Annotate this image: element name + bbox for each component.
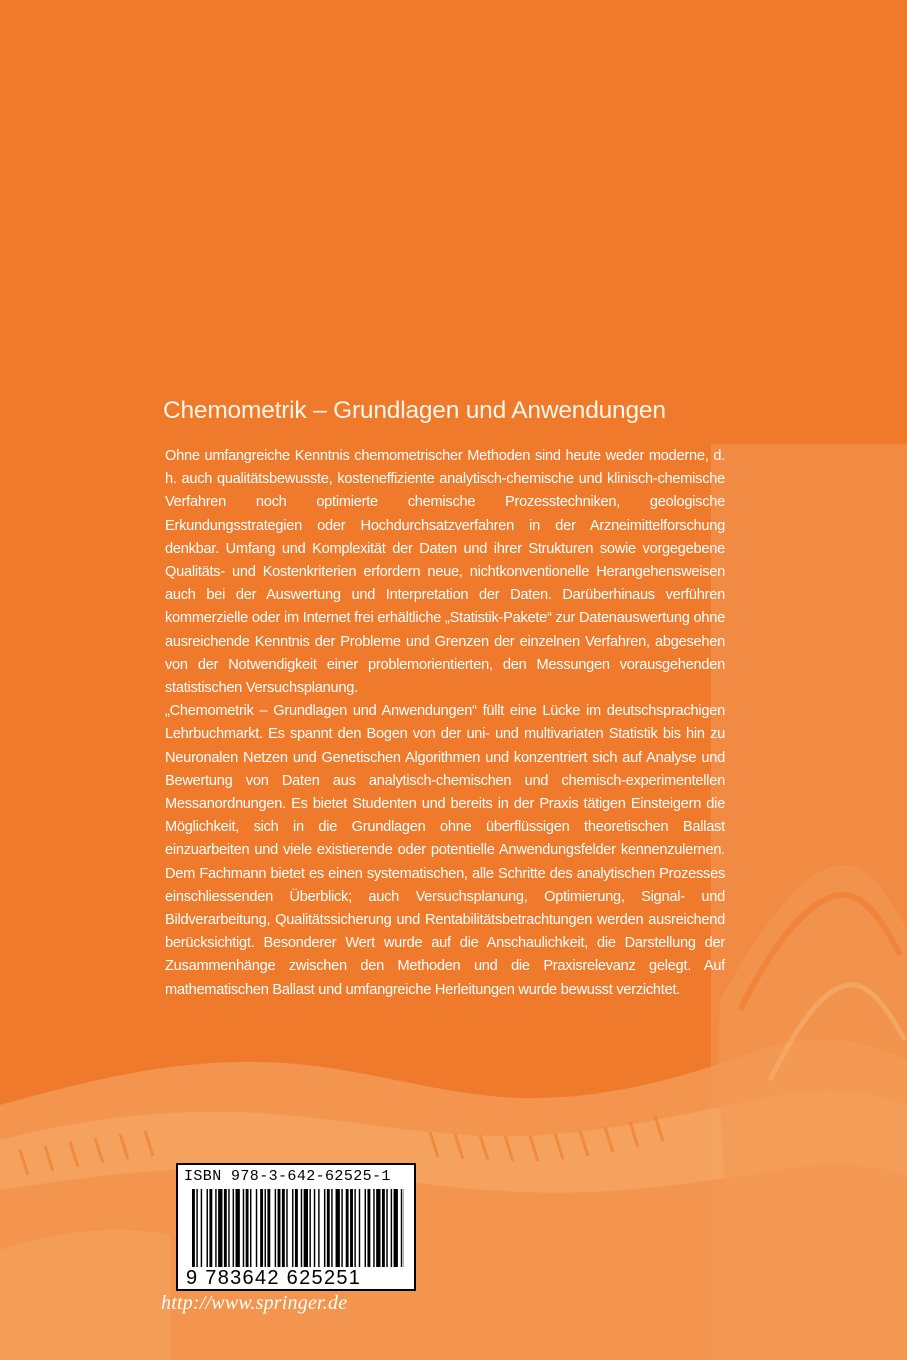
barcode-bar bbox=[359, 1189, 360, 1271]
barcode-bar bbox=[309, 1189, 310, 1271]
barcode-bar bbox=[292, 1189, 293, 1271]
barcode-bar bbox=[382, 1189, 385, 1271]
barcode-bar bbox=[207, 1189, 208, 1271]
barcode-bar bbox=[304, 1189, 308, 1271]
barcode-bar bbox=[301, 1189, 302, 1271]
barcode-bar bbox=[318, 1189, 319, 1271]
barcode-bar bbox=[201, 1189, 202, 1271]
barcode-bar bbox=[386, 1189, 387, 1271]
barcode-bar bbox=[233, 1189, 234, 1271]
barcode-bar bbox=[295, 1189, 298, 1271]
barcode-bar bbox=[265, 1189, 266, 1271]
barcode-bar bbox=[336, 1189, 340, 1271]
description bbox=[165, 445, 725, 1002]
barcode-bar bbox=[278, 1189, 281, 1271]
barcode-bar bbox=[275, 1189, 276, 1271]
barcode-bar bbox=[365, 1189, 366, 1271]
description-paragraph-2: „Chemometrik – Grundlagen und Anwendungen“ füllt eine Lücke im deutschsprachigen Lehrbuchmarkt. Es spannt den Bogen von der uni- und multivariaten Statistik bis hin zu Neuronalen Netzen und Genetischen Algorithmen und konzentriert sich auf Analyse und Bewertung von Daten aus analytisch-chemischen und chemisch-experimentellen Messanordnungen. Es bietet Studenten und bereits in der Praxis tätigen Einsteigern die Möglichkeit, sich in die Grundlagen ohne überflüssigen theoretischen Ballast einzuarbeiten und viele existierende oder potentielle Anwendungsfelder kennenzulernen. Dem Fachmann bietet es einen systematischen, alle Schritte des analytischen Prozesses einschliessenden Überblick; auch Versuchsplanung, Optimierung, Signal- und Bildverarbeitung, Qualitätssicherung und Rentabilitätsbetrachtungen werden ausreichend berücksichtigt. Besonderer Wert wurde auf die Anschaulichkeit, die Darstellung der Zusammenhänge zwischen den Methoden und die Praxisrelevanz gelegt. Auf mathematischen Ballast und umfangreiche Herleitungen wurde bewusst verzichtet. bbox=[165, 703, 725, 998]
barcode-bar bbox=[215, 1189, 216, 1271]
barcode-bar bbox=[256, 1189, 257, 1271]
barcode-bars bbox=[192, 1189, 404, 1271]
barcode-bar bbox=[373, 1189, 374, 1271]
barcode-bar bbox=[367, 1189, 370, 1271]
barcode-bar bbox=[324, 1189, 325, 1271]
barcode-bar bbox=[327, 1189, 330, 1271]
description-paragraph-1: Ohne umfangreiche Kenntnis chemometrischer Methoden sind heute weder moderne, d. h. auch qualitätsbewusste, kosteneffiziente analytisch-chemische und klinisch-chemische Verfahren noch optimierte chemische Prozesstechniken, geologische Erkundungsstrategien oder Hochdurchsatzverfahren in der Arzneimittelforschung denkbar. Umfang und Komplexität der Daten und ihrer Strukturen sowie vorgegebene Qualitäts- und Kostenkriterien erfordern neue, nichtkonventionelle Herangehensweisen auch bei der Auswertung und Interpretation der Daten. Darüberhinaus verführen kommerzielle oder im Internet frei erhältliche „Statistik-Pakete“ zur Datenauswertung ohne ausreichende Kenntnis der Probleme und Grenzen der einzelnen Verfahren, abgesehen von der Notwendigkeit einer problemorientierten, den Messungen vorausgehenden statistischen Versuchsplanung. bbox=[165, 448, 725, 697]
barcode-bar bbox=[192, 1189, 195, 1271]
barcode-bar bbox=[394, 1189, 398, 1271]
barcode-bar bbox=[260, 1189, 263, 1271]
isbn-text: ISBN 978-3-642-62525-1 bbox=[184, 1168, 391, 1185]
barcode-bar bbox=[354, 1189, 355, 1271]
ean-digits: 9 783642 625251 bbox=[186, 1267, 408, 1289]
barcode-bar bbox=[341, 1189, 342, 1271]
barcode-bar bbox=[228, 1189, 229, 1271]
barcode-bar bbox=[282, 1189, 285, 1271]
barcode-bar bbox=[236, 1189, 240, 1271]
barcode-bar bbox=[286, 1189, 287, 1271]
barcode-bar bbox=[350, 1189, 353, 1271]
barcode-bar bbox=[243, 1189, 244, 1271]
barcode-bar bbox=[218, 1189, 222, 1271]
barcode-bar bbox=[246, 1189, 249, 1271]
barcode-bar bbox=[401, 1189, 402, 1271]
barcode-bar bbox=[250, 1189, 251, 1271]
barcode-bar bbox=[346, 1189, 349, 1271]
barcode-bar bbox=[196, 1189, 197, 1271]
publisher-url[interactable]: http://www.springer.de bbox=[161, 1292, 348, 1314]
decor-bottom-shape bbox=[0, 1230, 170, 1360]
barcode-bar bbox=[391, 1189, 392, 1271]
book-title: Chemometrik – Grundlagen und Anwendungen bbox=[163, 397, 666, 424]
barcode-bar bbox=[314, 1189, 315, 1271]
isbn-barcode bbox=[176, 1163, 416, 1291]
barcode-bar bbox=[267, 1189, 270, 1271]
barcode-bar bbox=[331, 1189, 332, 1271]
barcode-bar bbox=[209, 1189, 212, 1271]
barcode-bar bbox=[376, 1189, 380, 1271]
barcode-bar bbox=[224, 1189, 227, 1271]
